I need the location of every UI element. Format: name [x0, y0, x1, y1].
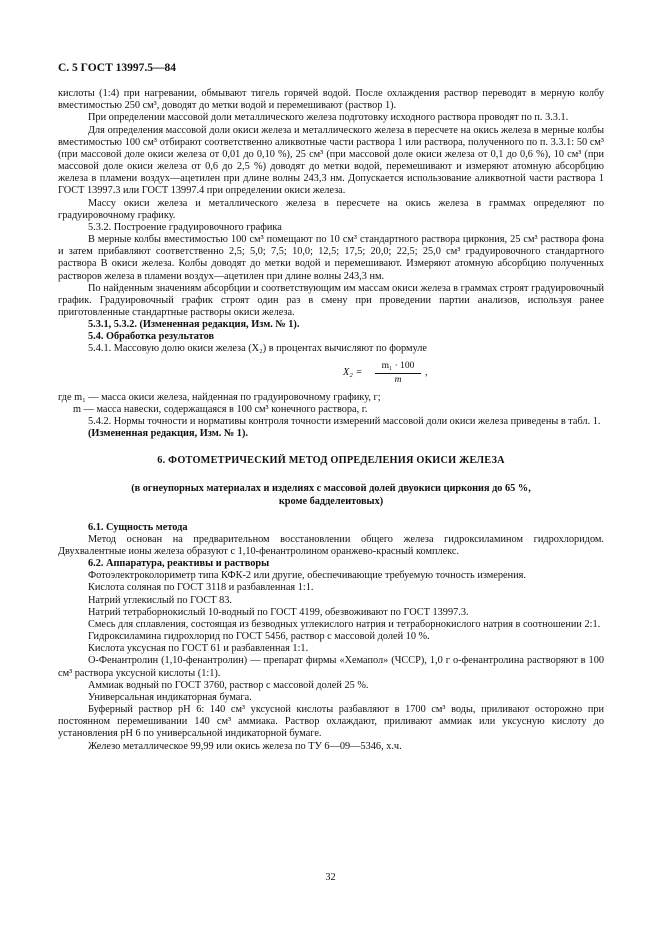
- definition: где m₁ — масса окиси железа, найденная по градуировочному графику, г;: [58, 391, 381, 403]
- section-subtitle-line: (в огнеупорных материалах и изделиях с массовой долей двуокиси циркония до 65 %,: [131, 483, 531, 495]
- paragraph: кислоты (1:4) при нагревании, обмывают тигель горячей водой. После охлаждения раствор переводят в мерную колбу вместимостью 250 см³, доводят до метки водой и перемешивают (раствор 1).: [58, 88, 604, 112]
- paragraph: Кислота соляная по ГОСТ 3118 и разбавленная 1:1.: [88, 582, 314, 594]
- formula-lhs: X₂ =: [343, 366, 363, 378]
- document-page: [58, 62, 604, 753]
- paragraph: Натрий тетраборнокислый 10-водный по ГОСТ 4199, обезвоживают по ГОСТ 13997.3.: [88, 606, 469, 618]
- paragraph: Смесь для сплавления, состоящая из безводных углекислого натрия и тетраборнокислого натрия в соотношении 2:1.: [88, 618, 601, 630]
- paragraph: В мерные колбы вместимостью 100 см³ помещают по 10 см³ стандартного раствора циркония, 25 см³ раствора фона и затем прибавляют соответственно 2,5; 5,0; 7,5; 10,0; 12,5; 17,5; 20,0; 22,5; 25,0 см³ градуировочного стандартного раствора В окиси железа. Колбы доводят до метки водой и перемешивают. Измеряют атомную абсорбцию полученных растворов железа в пламени воздух—ацетилен при длине волны 243,3 нм.: [58, 234, 604, 282]
- paragraph: Для определения массовой доли окиси железа и металлического железа в пересчете на окись железа в мерные колбы вместимостью 100 см³ отбирают соответственно аликвотные части раствора 1 или раствора, полученного по п. 3.3.1: 50 см³ (при массовой доле окиси железа от 0,01 до 0,10 %), 25 см³ (при массовой доле окиси железа от 0,1 до 0,6 %), 10 см³ (при массовой доле окиси железа от 0,6 до 2,5 %) доводят до метки водой, перемешивают и измеряют атомную абсорбцию железа в пламени воздух—ацетилен при длине волны 243,3 нм. Допускается использование аликвотной части раствора 1 ГОСТ 13997.3 или ГОСТ 13997.4 при определении окиси железа.: [58, 124, 604, 197]
- formula-fraction: [375, 360, 421, 386]
- amendment-note: 5.3.1, 5.3.2. (Измененная редакция, Изм. № 1).: [88, 319, 300, 331]
- page-number: 32: [325, 872, 336, 883]
- formula-numerator: m₁ · 100: [375, 360, 421, 374]
- paragraph: Метод основан на предварительном восстановлении общего железа гидроксиламином гидрохлоридом. Двухвалентные ионы железа образуют с 1,10-фенантролином оранжево-красный комплекс.: [58, 533, 604, 557]
- subsection-heading: 5.4. Обработка результатов: [88, 331, 215, 343]
- paragraph: Аммиак водный по ГОСТ 3760, раствор с массовой долей 25 %.: [88, 679, 369, 691]
- paragraph: Универсальная индикаторная бумага.: [88, 691, 252, 703]
- amendment-note: (Измененная редакция, Изм. № 1).: [88, 428, 248, 440]
- subsection-heading: 6.2. Аппаратура, реактивы и растворы: [88, 558, 270, 570]
- formula: [343, 360, 604, 386]
- paragraph: 5.4.1. Массовую долю окиси железа (X₂) в процентах вычисляют по формуле: [88, 343, 427, 355]
- paragraph: По найденным значениям абсорбции и соответствующим им массам окиси железа в граммах строят градуировочный график. Градуировочный график строят один раз в смену при проведении партии анализов, используя ранее приготовленные стандартные растворы окиси железа.: [58, 282, 604, 318]
- paragraph: Кислота уксусная по ГОСТ 61 и разбавленная 1:1.: [88, 643, 309, 655]
- section-subtitle: [58, 483, 604, 507]
- formula-comma: ,: [425, 366, 428, 378]
- paragraph: Массу окиси железа и металлического железа в пересчете на окись железа в граммах определяют по градуировочному графику.: [58, 197, 604, 221]
- subsection-heading: 5.3.2. Построение градуировочного графика: [88, 221, 282, 233]
- paragraph: Натрий углекислый по ГОСТ 83.: [88, 594, 232, 606]
- paragraph: Железо металлическое 99,99 или окись железа по ТУ 6—09—5346, х.ч.: [88, 740, 402, 752]
- page-header: С. 5 ГОСТ 13997.5—84: [58, 62, 177, 74]
- paragraph: При определении массовой доли металлического железа подготовку исходного раствора проводят по п. 3.3.1.: [88, 112, 569, 124]
- paragraph: Буферный раствор pH 6: 140 см³ уксусной кислоты разбавляют в 1700 см³ воды, приливают осторожно при постоянном перемешивании 140 см³ аммиака. Раствор охлаждают, приливают аммиак или уксусную кислоту до установления pH 6 по универсальной индикаторной бумаге.: [58, 704, 604, 740]
- definition: m — масса навески, содержащаяся в 100 см³ конечного раствора, г.: [73, 403, 368, 415]
- paragraph: О-Фенантролин (1,10-фенантролин) — препарат фирмы «Хемапол» (ЧССР), 1,0 г о-фенантролина растворяют в 100 см³ раствора уксусной кислоты (1:1).: [58, 655, 604, 679]
- subsection-heading: 6.1. Сущность метода: [88, 521, 188, 533]
- section-subtitle-line: кроме бадделеитовых): [278, 495, 384, 507]
- paragraph: Гидроксиламина гидрохлорид по ГОСТ 5456, раствор с массовой долей 10 %.: [88, 631, 430, 643]
- section-title: 6. ФОТОМЕТРИЧЕСКИЙ МЕТОД ОПРЕДЕЛЕНИЯ ОКИСИ ЖЕЛЕЗА: [157, 455, 505, 467]
- formula-denominator: m: [394, 374, 402, 385]
- paragraph: 5.4.2. Нормы точности и нормативы контроля точности измерений массовой доли окиси железа приведены в табл. 1.: [88, 415, 601, 427]
- paragraph: Фотоэлектроколориметр типа КФК-2 или другие, обеспечивающие требуемую точность измерения.: [88, 570, 526, 582]
